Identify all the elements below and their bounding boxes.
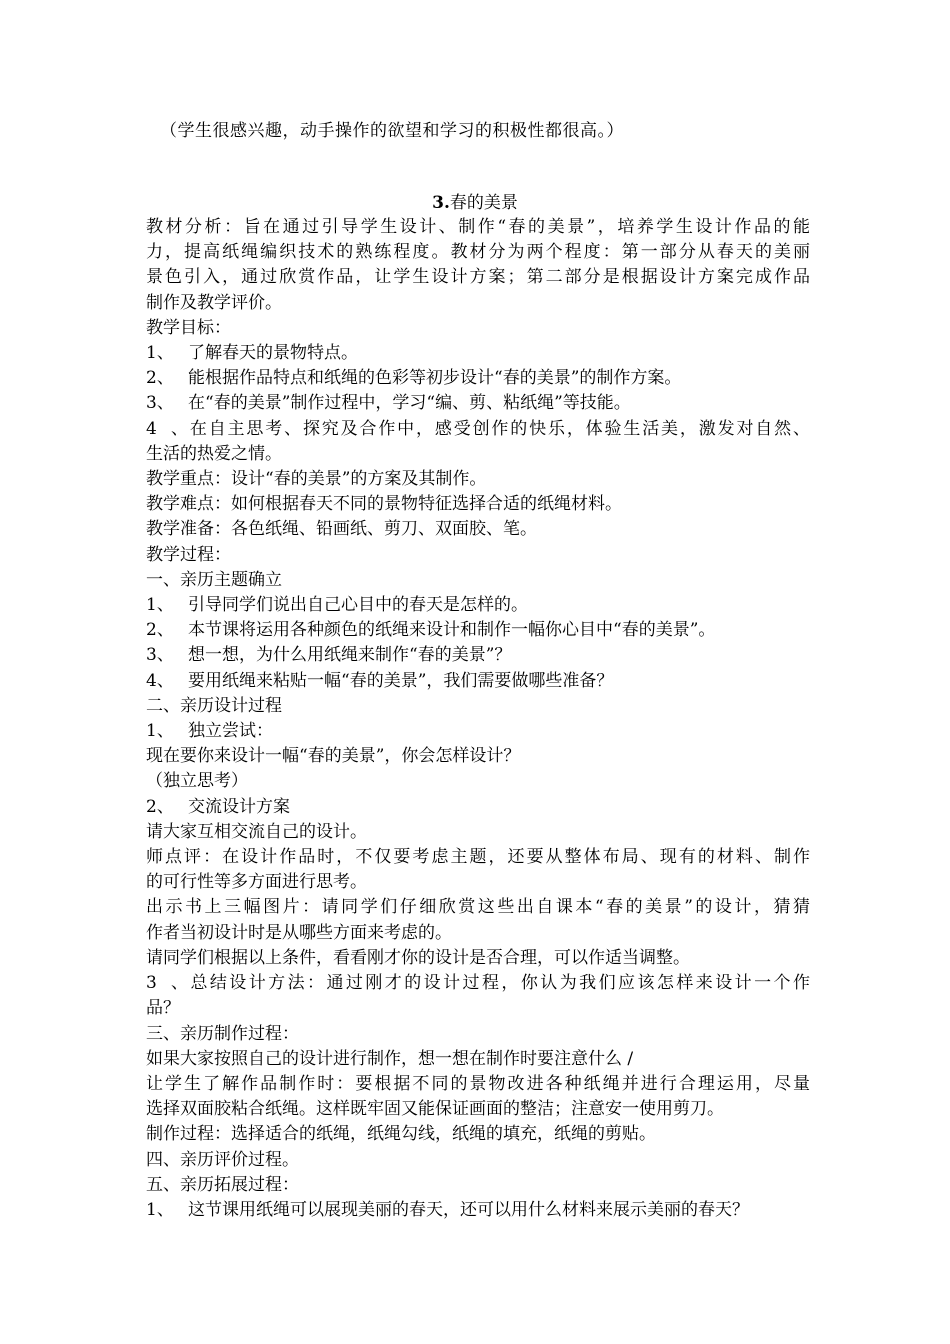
paragraph-line <box>146 1122 810 1147</box>
line-text: 请大家互相交流自己的设计。 <box>146 821 367 842</box>
line-text: 教学目标： <box>146 317 231 338</box>
line-text: 教学难点：如何根据春天不同的景物特征选择合适的纸绳材料。 <box>146 494 622 515</box>
paragraph-line <box>146 946 810 971</box>
paragraph-line <box>146 316 810 341</box>
paragraph-line <box>146 1022 810 1047</box>
line-text: 独立尝试： <box>188 721 273 742</box>
paragraph-line <box>146 467 810 492</box>
paragraph-line <box>146 996 810 1021</box>
line-text: 师点评：在设计作品时，不仅要考虑主题，还要从整体布局、现有的材料、制作 <box>146 847 810 868</box>
paragraph-line <box>146 845 810 870</box>
paragraph-line <box>146 744 810 769</box>
paragraph-line <box>146 442 810 467</box>
document-body <box>146 215 810 1223</box>
numbered-item <box>146 643 810 668</box>
numbered-item <box>146 391 810 416</box>
line-text: 教材分析：旨在通过引导学生设计、制作“春的美景”，培养学生设计作品的能 <box>146 217 810 237</box>
line-text: 如果大家按照自己的设计进行制作，想一想在制作时要注意什么 / <box>146 1048 634 1069</box>
line-text: 景色引入，通过欣赏作品，让学生设计方案；第二部分是根据设计方案完成作品 <box>146 267 810 288</box>
paragraph-line <box>146 820 810 845</box>
paragraph-line <box>146 769 810 794</box>
paragraph-line <box>146 240 810 265</box>
line-text: 的可行性等多方面进行思考。 <box>146 872 367 893</box>
line-text: （独立思考） <box>146 771 248 792</box>
item-number: 2、 <box>146 368 174 389</box>
line-text: 在自主思考、探究及合作中，感受创作的快乐，体验生活美，激发对自然、 <box>188 418 810 439</box>
line-text: 让学生了解作品制作时：要根据不同的景物改进各种纸绳并进行合理运用，尽量 <box>146 1073 810 1094</box>
line-text: 现在要你来设计一幅“春的美景”，你会怎样设计？ <box>146 746 521 767</box>
item-number: 4、 <box>146 418 188 439</box>
line-text: 教学准备：各色纸绳、铅画纸、剪刀、双面胶、笔。 <box>146 519 537 540</box>
line-text: 想一想，为什么用纸绳来制作“春的美景”？ <box>188 645 512 666</box>
line-text: 品？ <box>146 998 180 1019</box>
paragraph-line <box>146 1047 810 1072</box>
line-text: 四、亲历评价过程。 <box>146 1149 299 1170</box>
paragraph-line <box>146 543 810 568</box>
section-title-text: 春的美景 <box>449 193 518 213</box>
numbered-item <box>146 1198 810 1223</box>
section-title <box>0 188 950 213</box>
paragraph-line <box>146 1097 810 1122</box>
item-number: 1、 <box>146 1199 174 1220</box>
item-number: 1、 <box>146 721 174 742</box>
paragraph-line <box>146 1072 810 1097</box>
line-text: 了解春天的景物特点。 <box>188 343 358 364</box>
line-text: 请同学们根据以上条件，看看刚才你的设计是否合理，可以作适当调整。 <box>146 947 690 968</box>
line-text: 生活的热爱之情。 <box>146 443 282 464</box>
line-text: 一、亲历主题确立 <box>146 569 282 590</box>
numbered-item <box>146 669 810 694</box>
line-text: 这节课用纸绳可以展现美丽的春天，还可以用什么材料来展示美丽的春天？ <box>188 1199 749 1220</box>
paragraph-line <box>146 921 810 946</box>
line-text: 二、亲历设计过程 <box>146 695 282 716</box>
item-number: 3、 <box>146 645 174 666</box>
paragraph-line <box>146 517 810 542</box>
numbered-item <box>146 618 810 643</box>
line-text: 交流设计方案 <box>188 796 290 817</box>
line-text: 总结设计方法：通过刚才的设计过程，你认为我们应该怎样来设计一个作 <box>188 973 810 994</box>
line-text: 选择双面胶粘合纸绳。这样既牢固又能保证画面的整洁；注意安一使用剪刀。 <box>146 1099 724 1120</box>
line-text: 引导同学们说出自己心目中的春天是怎样的。 <box>188 595 528 616</box>
line-text: 出示书上三幅图片：请同学们仔细欣赏这些出自课本“春的美景”的设计，猜猜 <box>146 897 810 918</box>
item-number: 1、 <box>146 595 174 616</box>
paragraph-line <box>146 1148 810 1173</box>
numbered-item <box>146 795 810 820</box>
item-number: 4、 <box>146 670 174 691</box>
paragraph-line <box>146 291 810 316</box>
line-text: 力，提高纸绳编织技术的熟练程度。教材分为两个程度：第一部分从春天的美丽 <box>146 242 810 263</box>
paragraph-line <box>146 492 810 517</box>
paragraph-line <box>146 895 810 920</box>
paragraph-line <box>146 265 810 290</box>
intro-note: （学生很感兴趣，动手操作的欲望和学习的积极性都很高。） <box>160 121 624 141</box>
paragraph-line <box>146 568 810 593</box>
paragraph-line <box>146 694 810 719</box>
line-text: 制作过程：选择适合的纸绳，纸绳勾线，纸绳的填充，纸绳的剪贴。 <box>146 1124 656 1145</box>
line-text: 要用纸绳来粘贴一幅“春的美景”，我们需要做哪些准备？ <box>188 670 614 691</box>
line-text: 教学重点：设计“春的美景”的方案及其制作。 <box>146 469 487 490</box>
paragraph-line <box>146 870 810 895</box>
item-number: 3、 <box>146 393 174 414</box>
numbered-item <box>146 341 810 366</box>
numbered-item <box>146 593 810 618</box>
paragraph-line <box>146 215 810 240</box>
numbered-item <box>146 719 810 744</box>
numbered-item <box>146 417 810 442</box>
item-number: 1、 <box>146 343 174 364</box>
line-text: 制作及教学评价。 <box>146 292 282 313</box>
line-text: 三、亲历制作过程： <box>146 1023 299 1044</box>
item-number: 2、 <box>146 796 174 817</box>
line-text: 在“春的美景”制作过程中，学习“编、剪、粘纸绳”等技能。 <box>188 393 631 414</box>
line-text: 五、亲历拓展过程： <box>146 1174 299 1195</box>
item-number: 3、 <box>146 973 188 994</box>
line-text: 作者当初设计时是从哪些方面来考虑的。 <box>146 922 452 943</box>
line-text: 教学过程： <box>146 544 231 565</box>
numbered-item <box>146 366 810 391</box>
item-number: 2、 <box>146 620 174 641</box>
section-number: 3. <box>432 193 450 213</box>
line-text: 能根据作品特点和纸绳的色彩等初步设计“春的美景”的制作方案。 <box>188 368 682 389</box>
numbered-item <box>146 971 810 996</box>
paragraph-line <box>146 1173 810 1198</box>
line-text: 本节课将运用各种颜色的纸绳来设计和制作一幅你心目中“春的美景”。 <box>188 620 716 641</box>
